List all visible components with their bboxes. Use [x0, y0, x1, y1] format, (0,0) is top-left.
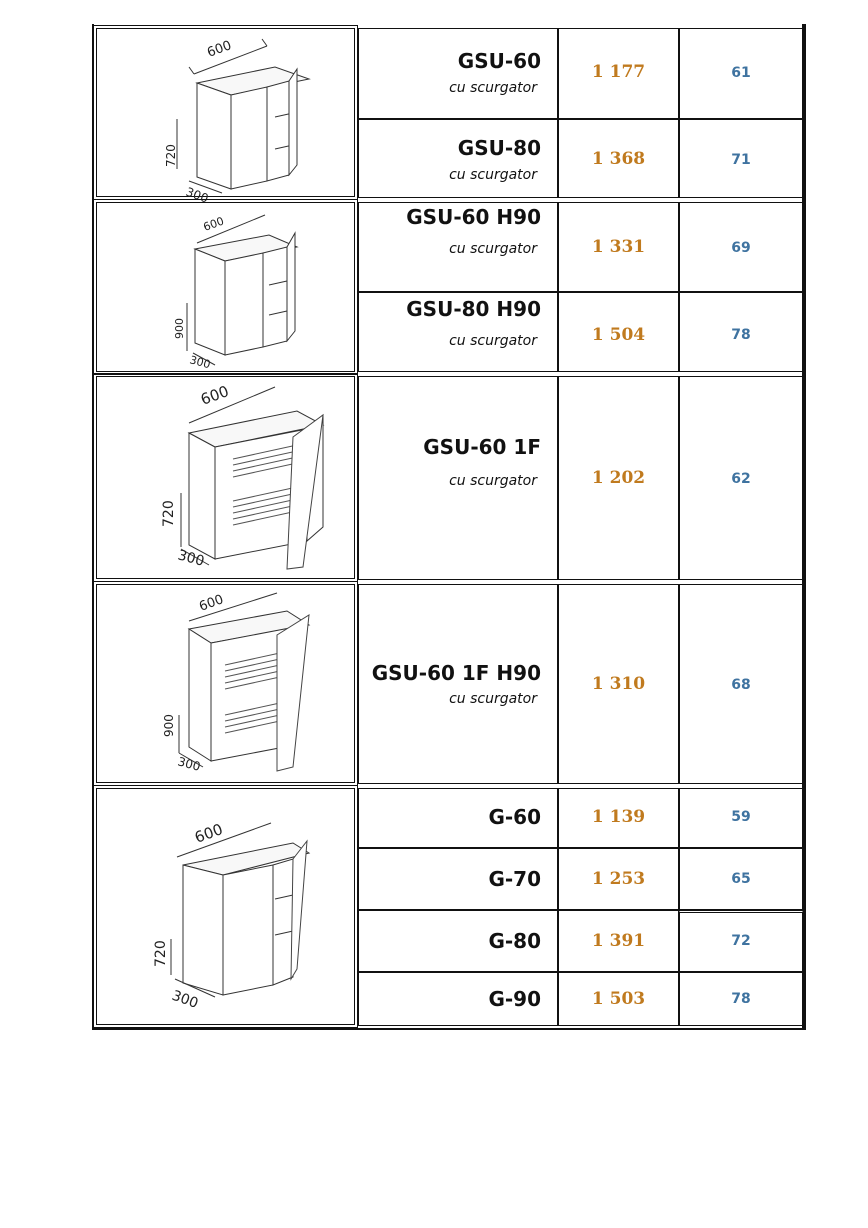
model-subtitle: cu scurgator	[449, 80, 537, 96]
code-value: 61	[731, 65, 751, 81]
model-subtitle: cu scurgator	[449, 333, 537, 349]
price-cell	[558, 376, 679, 580]
width-label: 600	[197, 592, 226, 615]
model-cell	[358, 119, 558, 198]
code-value: 59	[731, 809, 751, 825]
depth-label: 300	[169, 987, 201, 1012]
code-cell	[679, 972, 803, 1026]
product-drawing-cell	[96, 202, 355, 372]
height-label: 720	[164, 144, 178, 167]
depth-label: 300	[175, 547, 206, 570]
model-name: GSU-80 H90	[406, 297, 541, 321]
price-cell	[558, 28, 679, 119]
width-label: 600	[205, 38, 234, 61]
cabinet-drawing	[97, 789, 353, 1023]
price-value: 1 139	[591, 807, 646, 827]
code-cell	[679, 848, 803, 910]
model-subtitle: cu scurgator	[449, 167, 537, 183]
height-label: 900	[162, 714, 176, 737]
product-drawing-cell	[96, 584, 355, 783]
model-name: GSU-60 1F H90	[371, 661, 541, 685]
price-value: 1 202	[591, 468, 646, 488]
price-cell	[558, 202, 679, 292]
price-cell	[558, 848, 679, 910]
width-label: 600	[201, 214, 226, 234]
model-name: GSU-80	[457, 136, 541, 160]
price-value: 1 331	[591, 237, 646, 257]
price-cell	[558, 788, 679, 848]
model-cell	[358, 972, 558, 1026]
height-label: 720	[153, 940, 169, 967]
cabinet-drawing	[97, 377, 353, 577]
table-border-left	[92, 24, 94, 1030]
depth-label: 300	[188, 353, 212, 372]
product-drawing-cell	[96, 788, 355, 1025]
height-label: 900	[173, 318, 186, 339]
price-cell	[558, 910, 679, 972]
width-label: 600	[198, 382, 232, 409]
model-subtitle: cu scurgator	[449, 241, 537, 257]
product-drawing-cell	[96, 376, 355, 579]
code-cell	[679, 584, 803, 784]
cabinet-drawing	[97, 203, 353, 370]
price-cell	[558, 119, 679, 198]
width-label: 600	[192, 820, 226, 847]
depth-label: 300	[176, 754, 202, 774]
model-name: G-90	[488, 987, 541, 1011]
price-value: 1 391	[591, 931, 646, 951]
code-cell	[679, 202, 803, 292]
code-cell	[679, 292, 803, 372]
model-subtitle: cu scurgator	[449, 691, 537, 707]
price-value: 1 368	[591, 149, 646, 169]
model-name: GSU-60	[457, 49, 541, 73]
code-cell	[679, 376, 803, 580]
model-cell	[358, 848, 558, 910]
code-cell	[679, 788, 803, 848]
code-cell	[679, 910, 803, 972]
price-cell	[558, 972, 679, 1026]
price-value: 1 177	[591, 62, 646, 82]
code-value: 72	[731, 933, 751, 949]
model-subtitle: cu scurgator	[449, 473, 537, 489]
table-border-bottom	[92, 1028, 806, 1030]
model-name: GSU-60 1F	[423, 435, 541, 459]
code-value: 78	[731, 991, 751, 1007]
cabinet-drawing	[97, 29, 353, 206]
price-cell	[558, 292, 679, 372]
model-cell	[358, 910, 558, 972]
product-drawing-cell	[96, 28, 355, 206]
price-cell	[558, 584, 679, 784]
model-cell	[358, 28, 558, 119]
model-cell	[358, 584, 558, 784]
price-value: 1 310	[591, 674, 646, 694]
code-cell	[679, 28, 803, 119]
code-value: 62	[731, 471, 751, 487]
model-name: G-60	[488, 805, 541, 829]
code-value: 65	[731, 871, 751, 887]
model-name: G-70	[488, 867, 541, 891]
code-value: 69	[731, 240, 751, 256]
model-cell	[358, 292, 558, 372]
code-value: 71	[731, 152, 751, 168]
price-value: 1 504	[591, 325, 646, 345]
depth-label: 300	[183, 184, 211, 206]
price-value: 1 253	[591, 869, 646, 889]
price-value: 1 503	[591, 989, 646, 1009]
model-cell	[358, 202, 558, 292]
code-value: 78	[731, 327, 751, 343]
code-value: 68	[731, 677, 751, 693]
model-name: G-80	[488, 929, 541, 953]
height-label: 720	[161, 500, 177, 527]
model-cell	[358, 788, 558, 848]
cabinet-drawing	[97, 585, 353, 781]
model-name: GSU-60 H90	[406, 205, 541, 229]
code-cell	[679, 119, 803, 198]
model-cell	[358, 376, 558, 580]
